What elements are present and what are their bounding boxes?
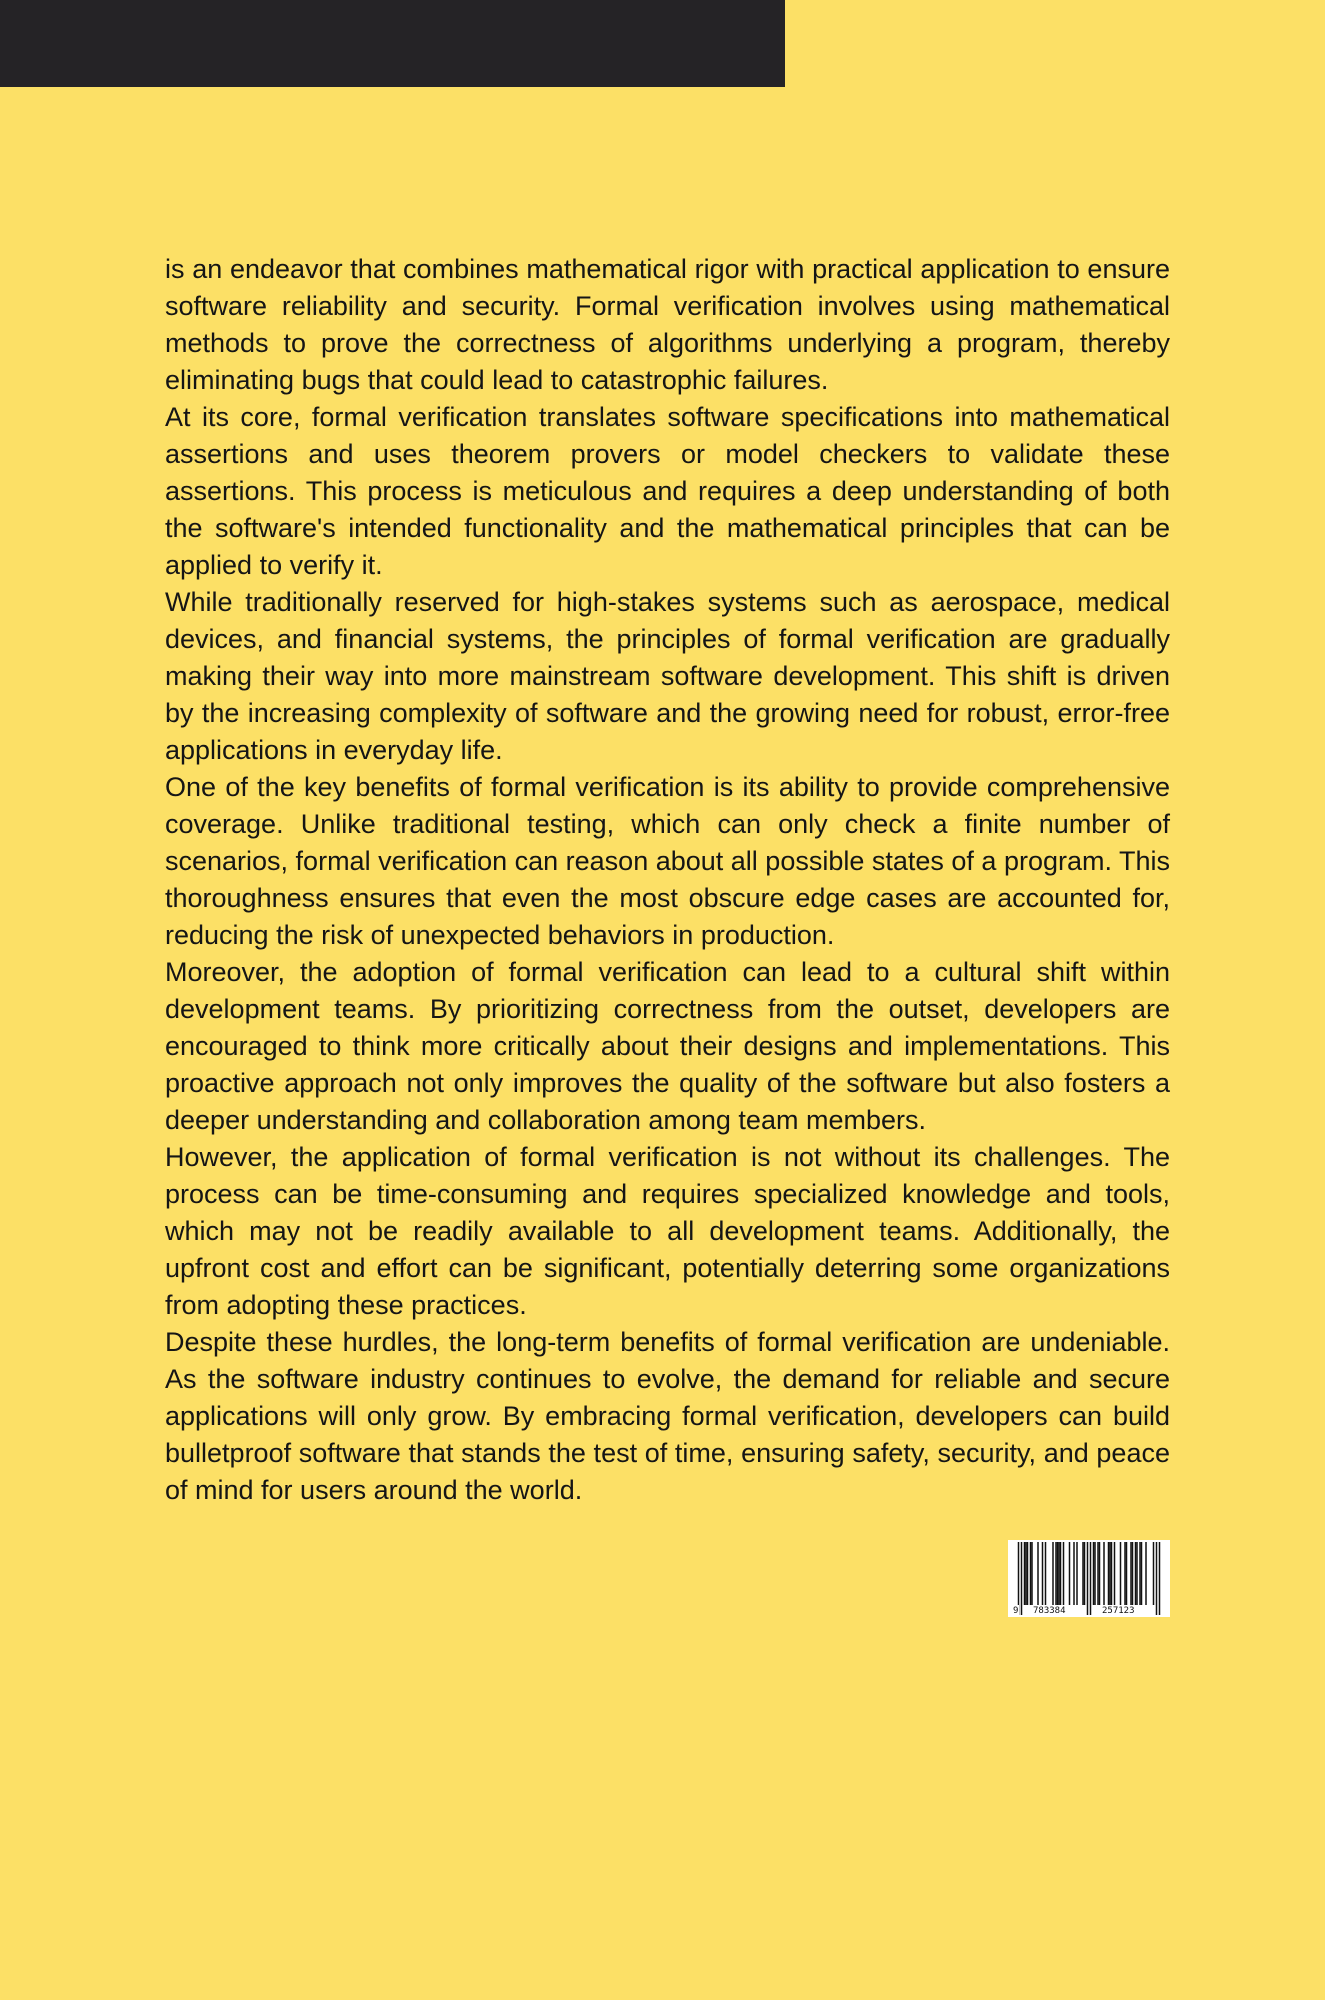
barcode-bar: [1052, 1542, 1054, 1605]
top-color-band: [0, 0, 785, 87]
barcode-bar: [1045, 1542, 1047, 1605]
barcode-bar: [1139, 1542, 1141, 1605]
barcode-bar: [1111, 1542, 1113, 1605]
barcode-bar: [1130, 1542, 1132, 1605]
barcode-bar: [1097, 1542, 1099, 1605]
barcode-bar: [1073, 1542, 1075, 1605]
barcode-bar: [1153, 1542, 1155, 1605]
barcode-bar: [1141, 1542, 1143, 1605]
barcode-bar: [1135, 1542, 1137, 1605]
barcode-bar: [1030, 1542, 1032, 1605]
barcode-bar: [1126, 1542, 1128, 1605]
barcode-digits: [1008, 1605, 1170, 1617]
barcode-bar: [1108, 1542, 1110, 1605]
barcode-bar: [1109, 1542, 1111, 1605]
barcode-bar: [1145, 1542, 1147, 1605]
blurb-paragraph-4: One of the key benefits of formal verification is its ability to provide comprehensive coverage. Unlike traditional testing, which can only check a finite number of scenarios, formal verification can reason about all possible states of a program. This thoroughness ensures that even the most obscure edge cases are accounted for, reducing the risk of unexpected behaviors in production.: [165, 772, 1170, 950]
barcode-bar: [1103, 1542, 1105, 1605]
blurb-paragraph-5: Moreover, the adoption of formal verification can lead to a cultural shift within development teams. By prioritizing correctness from the outset, developers are encouraged to think more critically about their designs and implementations. This proactive approach not only improves the quality of the software but also fosters a deeper understanding and collaboration among team members.: [165, 957, 1170, 1135]
barcode-bar: [1058, 1542, 1060, 1605]
barcode-bar: [1025, 1542, 1027, 1605]
barcode-bar: [1076, 1542, 1078, 1605]
barcode-bar: [1042, 1542, 1044, 1605]
barcode-bar: [1055, 1542, 1057, 1605]
barcode-bar: [1124, 1542, 1126, 1605]
barcode-right-digits: 257123: [1102, 1606, 1135, 1616]
barcode-bar: [1136, 1542, 1138, 1605]
barcode-bar: [1094, 1542, 1096, 1605]
barcode-bar: [1084, 1542, 1086, 1605]
barcode-lead-digit: 9: [1013, 1606, 1019, 1616]
blurb-paragraph-2: At its core, formal verification translates software specifications into mathematical assertions and uses theorem provers or model checkers to validate these assertions. This process is meticulous and requires a deep understanding of both the software's intended functionality and the mathematical principles that can be applied to verify it.: [165, 402, 1170, 580]
barcode-left-digits: 783384: [1033, 1606, 1066, 1616]
barcode-bar: [1120, 1542, 1122, 1605]
barcode-bar: [1099, 1542, 1101, 1605]
barcode-bar: [1132, 1542, 1134, 1605]
isbn-barcode: [1008, 1540, 1170, 1617]
blurb-paragraph-1: is an endeavor that combines mathematical rigor with practical application to ensure software reliability and security. Formal verification involves using mathematical methods to prove the correctness of algorithms underlying a program, thereby eliminating bugs that could lead to catastrophic failures.: [165, 254, 1170, 395]
blurb-paragraph-6: However, the application of formal verification is not without its challenges. The process can be time-consuming and requires specialized knowledge and tools, which may not be readily available to all development teams. Additionally, the upfront cost and effort can be significant, potentially deterring some organizations from adopting these practices.: [165, 1142, 1170, 1320]
barcode-bar: [1057, 1542, 1059, 1605]
barcode-bar: [1027, 1542, 1029, 1605]
barcode-bar: [1031, 1542, 1033, 1605]
blurb-paragraph-3: While traditionally reserved for high-stakes systems such as aerospace, medical devices, and financial systems, the principles of formal verification are gradually making their way into more mainstream software development. This shift is driven by the increasing complexity of software and the growing need for robust, error-free applications in everyday life.: [165, 587, 1170, 765]
barcode-bar: [1093, 1542, 1095, 1605]
blurb-paragraph-7: Despite these hurdles, the long-term benefits of formal verification are undeniable. As the software industry continues to evolve, the demand for reliable and secure applications will only grow. By embracing formal verification, developers can build bulletproof software that stands the test of time, ensuring safety, security, and peace of mind for users around the world.: [165, 1327, 1170, 1505]
barcode-bar: [1060, 1542, 1062, 1605]
back-cover-blurb: [165, 251, 1170, 1509]
barcode-bar: [1037, 1542, 1039, 1605]
barcode-bar: [1024, 1542, 1026, 1605]
barcode-bar: [1063, 1542, 1065, 1605]
barcode-bar: [1082, 1542, 1084, 1605]
barcode-bar: [1114, 1542, 1116, 1605]
barcode-bar: [1069, 1542, 1071, 1605]
